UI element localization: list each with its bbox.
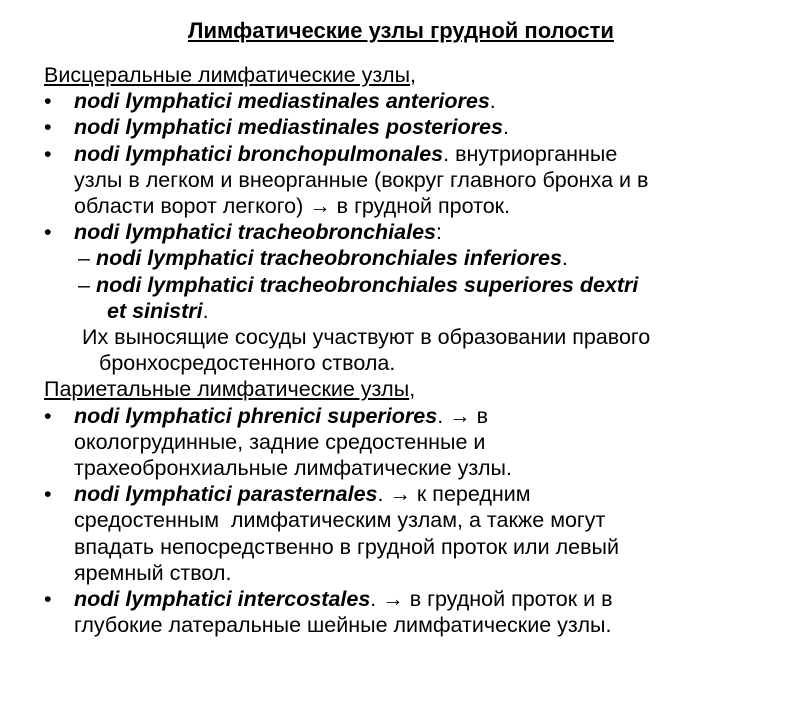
bullet-icon: • (44, 482, 52, 507)
list-item: • nodi lymphatici mediastinales posteriores. (44, 115, 509, 140)
list-item: • nodi lymphatici tracheobronchiales: (44, 220, 442, 245)
list-item-continuation: окологрудинные, задние средостенные и (74, 429, 486, 454)
list-item-continuation: яремный ствол. (74, 560, 232, 585)
bullet-icon: • (44, 115, 52, 140)
list-item-continuation: средостенным лимфатическим узлам, а также могут (74, 508, 606, 533)
list-item-continuation: трахеобронхиальные лимфатические узлы. (74, 456, 512, 481)
list-item: • nodi lymphatici mediastinales anteriores. (44, 89, 496, 114)
list-item: • nodi lymphatici bronchopulmonales. внутриорганные (44, 141, 618, 166)
page-title: Лимфатические узлы грудной полости (188, 18, 614, 43)
list-item-continuation: впадать непосредственно в грудной проток или левый (74, 534, 619, 559)
list-item: • nodi lymphatici parasternales. → к передним (44, 482, 531, 507)
list-item-continuation: области ворот легкого) → в грудной проток. (74, 194, 511, 219)
bullet-icon: • (44, 403, 52, 428)
section-heading-visceral: Висцеральные лимфатические узлы, (44, 63, 417, 87)
dash-icon: – (78, 246, 90, 271)
bullet-icon: • (44, 89, 52, 114)
sub-list-item-continuation: et sinistri. (107, 298, 209, 323)
section-heading-parietal: Париетальные лимфатические узлы, (44, 377, 416, 402)
list-item: • nodi lymphatici phrenici superiores. → в (44, 403, 489, 428)
document-body (44, 62, 794, 638)
list-item-continuation: узлы в легком и внеорганные (вокруг главного бронха и в (74, 167, 649, 192)
sub-list-item: – nodi lymphatici tracheobronchiales inferiores. (78, 246, 568, 271)
dash-icon: – (78, 272, 90, 297)
bullet-icon: • (44, 587, 52, 612)
list-item: • nodi lymphatici intercostales. → в грудной проток и в (44, 587, 613, 612)
note-text-continuation: бронхосредостенного ствола. (99, 351, 396, 376)
bullet-icon: • (44, 220, 52, 245)
sub-list-item: – nodi lymphatici tracheobronchiales superiores dextri (78, 272, 639, 297)
note-text: Их выносящие сосуды участвуют в образовании правого (82, 325, 651, 350)
bullet-icon: • (44, 141, 52, 166)
list-item-continuation: глубокие латеральные шейные лимфатические узлы. (74, 613, 612, 638)
